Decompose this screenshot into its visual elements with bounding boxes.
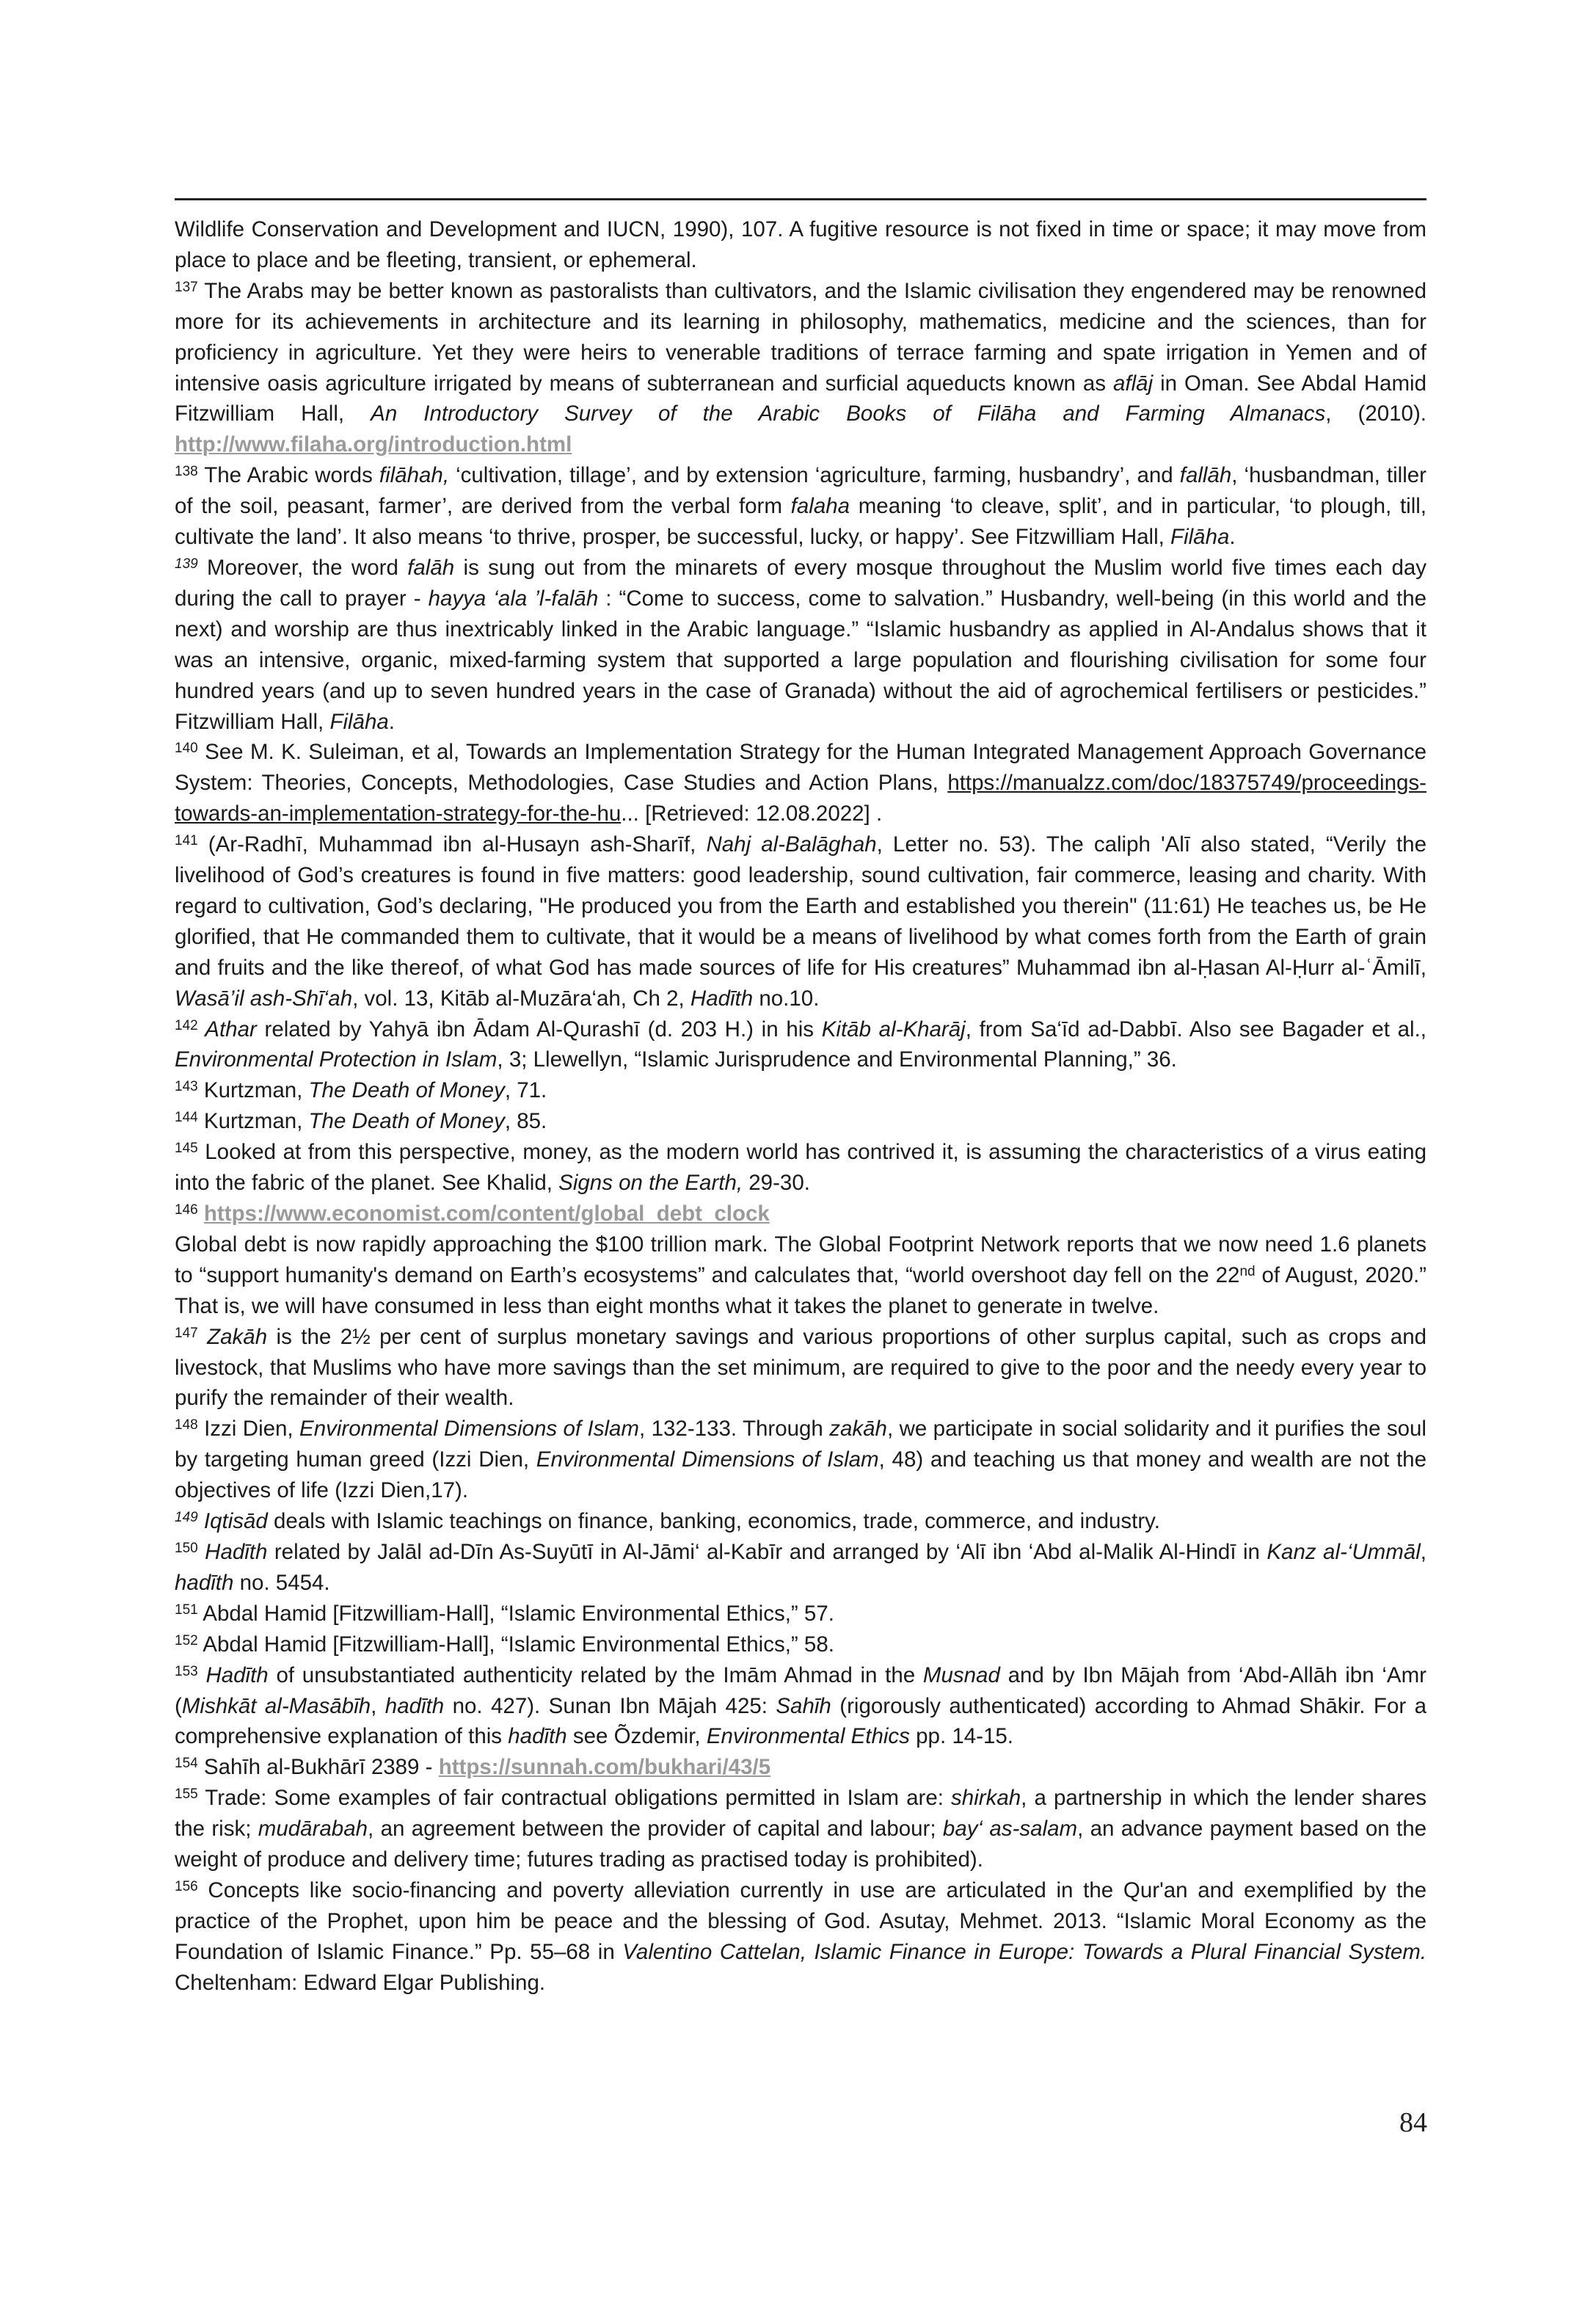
- footnote-italic: Filāha: [329, 709, 389, 734]
- footnote-italic: Hadīth: [690, 986, 754, 1011]
- footnote-italic: Hadīth: [197, 1539, 268, 1564]
- footnote-italic: zakāh: [829, 1417, 887, 1442]
- footnote-italic: Musnad: [922, 1662, 1000, 1687]
- footnote-number: 143: [175, 1079, 198, 1095]
- footnote-text: of unsubstantiated authenticity related by the Imām Ahmad in the: [268, 1662, 923, 1687]
- footnote-number: 149: [175, 1510, 198, 1526]
- footnote-text: Sahīh al-Bukhārī 2389 -: [197, 1755, 439, 1780]
- footnote-text: Abdal Hamid [Fitzwilliam-Hall], “Islamic Environmental Ethics,” 58.: [197, 1632, 834, 1657]
- footnote-text: , 132-133. Through: [639, 1417, 830, 1442]
- footnote-141: [175, 829, 1426, 1014]
- footnote-italic: Zakāh: [197, 1324, 268, 1349]
- footnote-italic: The Death of Money: [308, 1109, 505, 1134]
- footnote-text: , a partnership in which the lender shares the risk;: [175, 1786, 1426, 1842]
- footnote-text: is the 2½ per cent of surplus monetary savings and various proportions of other surplus capital, such as crops and livestock, that Muslims who have more savings than the set minimum, are required to give to the poor and the needy every year to purify the remainder of their wealth.: [175, 1324, 1427, 1411]
- footnote-text: , vol. 13, Kitāb al-Muzāra‘ah, Ch 2,: [352, 986, 690, 1011]
- footnote-italic: Mishkāt al-Masābīh: [181, 1693, 371, 1718]
- footnote-text: 29-30.: [743, 1171, 810, 1196]
- footnote-italic: hadīth: [385, 1693, 445, 1718]
- footnote-italic: hadīth: [508, 1724, 567, 1749]
- footnote-italic: shirkah: [951, 1786, 1021, 1811]
- footnote-number: 155: [175, 1786, 198, 1803]
- footnote-text: no.10.: [753, 986, 820, 1011]
- footnote-154: [175, 1752, 1426, 1783]
- footnote-text: , 85.: [504, 1109, 547, 1134]
- footnote-italic: hayya ‘ala ’l-falāh: [428, 586, 599, 611]
- footnote-text: related by Yahyā ibn Ādam Al-Qurashī (d. 203 H.) in his: [256, 1017, 822, 1042]
- footnote-number: 141: [175, 833, 198, 849]
- footnote-italic: fallāh: [1179, 463, 1232, 488]
- footnote-continued: [175, 214, 1426, 276]
- footnote-text: is sung out from the minarets of every mosque throughout the Muslim world five times each day during the call to prayer -: [175, 555, 1427, 611]
- footnote-italic: Filāha: [1170, 525, 1230, 550]
- footnote-text: Cheltenham: Edward Elgar Publishing.: [175, 1970, 546, 1995]
- footnote-text: Moreover, the word: [197, 555, 408, 580]
- footnotes-block: [175, 214, 1426, 1999]
- footnote-text: pp. 14-15.: [909, 1724, 1013, 1749]
- footnote-number: 139: [175, 556, 198, 572]
- footnote-number: 145: [175, 1141, 198, 1157]
- footnote-text: and by Ibn Mājah from ‘Abd-Allāh ibn ‘Amr (: [175, 1662, 1426, 1718]
- footnote-number: 153: [175, 1663, 198, 1679]
- footnote-text: , we participate in social solidarity and it purifies the soul by targeting human greed (Izzi Dien,: [175, 1417, 1426, 1472]
- footnote-text: (Ar-Radhī, Muhammad ibn al-Husayn ash-Sharīf,: [197, 832, 707, 857]
- footnote-151: [175, 1599, 1426, 1629]
- footnote-text: .: [388, 709, 395, 734]
- footnote-italic: Environmental Protection in Islam: [175, 1047, 498, 1072]
- footnote-text: ,: [1420, 1539, 1426, 1564]
- page-number: 84: [1399, 2107, 1427, 2138]
- footnote-italic: hadīth: [175, 1570, 234, 1595]
- footnote-italic: The Death of Money: [308, 1078, 505, 1103]
- footnote-156: [175, 1875, 1426, 1999]
- footnote-152: [175, 1629, 1426, 1660]
- footnote-separator-rule: [175, 198, 1426, 200]
- footnote-number: 148: [175, 1417, 198, 1433]
- footnote-italic: Nahj al-Balāghah: [706, 832, 877, 857]
- footnote-text: , Letter no. 53). The caliph 'Alī also stated, “Verily the livelihood of God’s creatures is found in five matters: good leadership, sound cultivation, fair commerce, leasing and charity. With regard to cultivation, God’s declaring, "He produced you from the Earth and established you therein" (11:61) He teaches us, be He glorified, that He commanded them to cultivate, that it would be a means of livelihood by what comes forth from the Earth of grain and fruits and the like thereof, of what God has made sources of life for His creatures” Muhammad ibn al-Ḥasan Al-Ḥurr al-ʿĀmilī,: [175, 832, 1426, 980]
- footnote-number: 142: [175, 1017, 198, 1033]
- footnote-text: of August, 2020.” That is, we will have consumed in less than eight months what it takes the planet to generate in twelve.: [175, 1262, 1426, 1318]
- footnote-text: , an advance payment based on the weight of produce and delivery time; futures trading as practised today is prohibited).: [175, 1817, 1427, 1872]
- footnote-139: [175, 553, 1426, 737]
- footnote-150: [175, 1537, 1426, 1599]
- footnote-italic: Iqtisād: [197, 1509, 268, 1534]
- footnote-italic: Athar: [197, 1017, 257, 1042]
- footnote-text: see Õzdemir,: [566, 1724, 707, 1749]
- footnote-text: ‘cultivation, tillage’, and by extension ‘agriculture, farming, husbandry’, and: [449, 463, 1180, 488]
- footnote-text: Abdal Hamid [Fitzwilliam-Hall], “Islamic Environmental Ethics,” 57.: [197, 1601, 834, 1626]
- manualzz-link[interactable]: https://manualzz.com/doc/18375749/proceedings-towards-an-implementation-strategy-for-the-hu: [175, 771, 1426, 826]
- footnote-text: , an agreement between the provider of capital and labour;: [368, 1817, 943, 1842]
- footnote-italic: Kitāb al-Kharāj: [821, 1017, 966, 1042]
- footnote-italic: Environmental Dimensions of Islam: [299, 1417, 640, 1442]
- footnote-text: See M. K. Suleiman, et al, Towards an Implementation Strategy for the Human Integrated Management Approach Governance System: Theories, Concepts, Methodologies, Case Studies and Action Plans,: [175, 740, 1426, 796]
- footnote-138: [175, 460, 1426, 553]
- footnote-italic: Sahīh: [776, 1693, 831, 1718]
- footnote-145: [175, 1137, 1426, 1199]
- footnote-italic: aflāj: [1113, 371, 1154, 396]
- footnote-text: related by Jalāl ad-Dīn As-Suyūtī in Al-Jāmi‘ al-Kabīr and arranged by ‘Alī ibn ‘Abd al-Malik Al-Hindī in: [267, 1539, 1267, 1564]
- footnote-148: [175, 1414, 1426, 1506]
- sunnah-link[interactable]: https://sunnah.com/bukhari/43/5: [438, 1755, 771, 1780]
- footnote-number: 146: [175, 1202, 198, 1218]
- footnote-text: Trade: Some examples of fair contractual obligations permitted in Islam are:: [197, 1786, 952, 1811]
- economist-link[interactable]: https://www.economist.com/content/global_debt_clock: [203, 1202, 770, 1226]
- filaha-link[interactable]: http://www.filaha.org/introduction.html: [175, 432, 572, 457]
- footnote-number: 137: [175, 279, 198, 295]
- footnote-text: no. 427). Sunan Ibn Mājah 425:: [444, 1693, 776, 1718]
- footnote-text: Global debt is now rapidly approaching the $100 trillion mark. The Global Footprint Network reports that we now need 1.6 planets to “support humanity's demand on Earth’s ecosystems” and calculates that, “world overshoot day fell on the 22: [175, 1232, 1426, 1287]
- footnote-number: 144: [175, 1110, 198, 1126]
- footnote-text: : “Come to success, come to salvation.” Husbandry, well-being (in this world and the next) and worship are thus inextricably linked in the Arabic language.” “Islamic husbandry as applied in Al-Andalus shows that it was an intensive, organic, mixed-farming system that supported a large population and flourishing civilisation for some four hundred years (and up to seven hundred years in the case of Granada) without the aid of agrochemical fertilisers or pesticides.” Fitzwilliam Hall,: [175, 586, 1427, 734]
- footnote-137: [175, 276, 1426, 460]
- footnote-143: [175, 1075, 1426, 1106]
- footnote-number: 154: [175, 1756, 198, 1772]
- footnote-155: [175, 1783, 1426, 1875]
- footnote-140: [175, 737, 1426, 829]
- footnote-text: The Arabic words: [197, 463, 379, 488]
- footnote-text: , from Sa‘īd ad-Dabbī. Also see Bagader et al.,: [965, 1017, 1426, 1042]
- footnote-text: Kurtzman,: [197, 1109, 309, 1134]
- footnote-text: Kurtzman,: [197, 1078, 309, 1103]
- footnote-text: , 3; Llewellyn, “Islamic Jurisprudence and Environmental Planning,” 36.: [497, 1047, 1177, 1072]
- footnote-text: in Oman. See Abdal Hamid Fitzwilliam Hall,: [175, 371, 1426, 426]
- footnote-text: , ‘husbandman, tiller of the soil, peasant, farmer’, are derived from the verbal form: [175, 463, 1426, 519]
- footnote-italic: Hadīth: [197, 1662, 269, 1687]
- footnote-italic: Environmental Dimensions of Islam: [536, 1447, 879, 1472]
- footnote-text: Looked at from this perspective, money, as the modern world has contrived it, is assuming the characteristics of a virus eating into the fabric of the planet. See Khalid,: [175, 1140, 1426, 1196]
- ordinal-suffix: nd: [1239, 1263, 1256, 1279]
- footnote-italic: Environmental Ethics: [706, 1724, 910, 1749]
- footnote-italic: mudārabah: [258, 1817, 368, 1842]
- footnote-italic: Wasā’il ash-Shī‘ah: [175, 986, 353, 1011]
- footnote-italic: Valentino Cattelan, Islamic Finance in Europe: Towards a Plural Financial System.: [622, 1939, 1426, 1964]
- footnote-text: ,: [371, 1693, 385, 1718]
- footnote-italic: falāh: [407, 555, 455, 580]
- footnote-text: , 48) and teaching us that money and wealth are not the objectives of life (Izzi Dien,17).: [175, 1447, 1426, 1503]
- footnote-text: (rigorously authenticated) according to Ahmad Shākir. For a comprehensive explanation of this: [175, 1693, 1426, 1749]
- footnote-number: 150: [175, 1540, 198, 1556]
- footnote-149: [175, 1506, 1426, 1537]
- footnote-text: The Arabs may be better known as pastoralists than cultivators, and the Islamic civilisation they engendered may be renowned more for its achievements in architecture and its learning in philosophy, mathematics, medicine and the sciences, than for proficiency in agriculture. Yet they were heirs to venerable traditions of terrace farming and spate irrigation in Yemen and of intensive oasis agriculture irrigated by means of subterranean and surficial aqueducts known as: [175, 278, 1426, 396]
- footnote-italic: filāhah,: [379, 463, 450, 488]
- footnote-italic: An Introductory Survey of the Arabic Books of Filāha and Farming Almanacs: [371, 401, 1326, 426]
- footnote-147: [175, 1322, 1426, 1414]
- footnote-number: 138: [175, 464, 198, 480]
- footnote-146: [175, 1199, 1426, 1322]
- footnote-text: deals with Islamic teachings on finance, banking, economics, trade, commerce, and industry.: [267, 1509, 1160, 1534]
- footnote-153: [175, 1660, 1426, 1753]
- footnote-italic: Signs on the Earth,: [558, 1171, 743, 1196]
- footnote-142: [175, 1014, 1426, 1076]
- footnote-number: 152: [175, 1632, 198, 1648]
- footnote-text: Concepts like socio-financing and poverty alleviation currently in use are articulated in the Qur'an and exemplified by the practice of the Prophet, upon him be peace and the blessing of God. Asutay, Mehmet. 2013. “Islamic Moral Economy as the Foundation of Islamic Finance.” Pp. 55–68 in: [175, 1877, 1426, 1964]
- footnote-number: 156: [175, 1878, 198, 1894]
- footnote-text: , (2010).: [1325, 401, 1426, 426]
- footnote-italic: Kanz al-‘Ummāl: [1267, 1539, 1421, 1564]
- footnote-number: 140: [175, 741, 198, 757]
- footnote-number: 147: [175, 1325, 198, 1341]
- footnote-text: .: [1229, 525, 1236, 550]
- footnote-144: [175, 1106, 1426, 1137]
- footnote-text: meaning ‘to cleave, split’, and in particular, ‘to plough, till, cultivate the land’. It also means ‘to thrive, prosper, be successful, lucky, or happy’. See Fitzwilliam Hall,: [175, 494, 1426, 550]
- footnote-text: Wildlife Conservation and Development and IUCN, 1990), 107. A fugitive resource is not fixed in time or space; it may move from place to place and be fleeting, transient, or ephemeral.: [175, 217, 1426, 272]
- footnote-text: Izzi Dien,: [197, 1417, 300, 1442]
- footnote-text: , 71.: [504, 1078, 547, 1103]
- footnote-number: 151: [175, 1602, 198, 1618]
- footnote-italic: bay‘ as-salam: [942, 1817, 1078, 1842]
- footnote-text: no. 5454.: [233, 1570, 330, 1595]
- footnote-text: ... [Retrieved: 12.08.2022] .: [621, 801, 883, 826]
- footnote-italic: falaha: [790, 494, 850, 519]
